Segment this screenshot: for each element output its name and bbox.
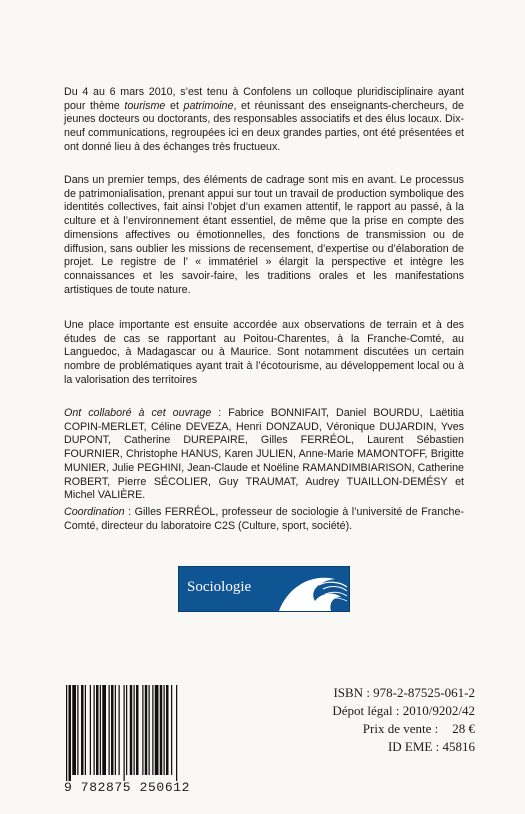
coordination-text: : Gilles FERRÉOL, professeur de sociologie à l’université de Franche-Comté, directeur du laboratoire C2S (Culture, sport, société). (64, 506, 464, 532)
contributors-label: Ont collaboré à cet ouvrage (64, 407, 212, 419)
coordination-label: Coordination (64, 506, 125, 518)
fieldwork-paragraph (64, 319, 464, 388)
series-logo-text: Sociologie (187, 579, 252, 595)
barcode-digits: 9 782875 250612 (64, 780, 191, 795)
contributors-list: : Fabrice BONNIFAIT, Daniel BOURDU, Laëtitia COPIN-MERLET, Céline DEVEZA, Henri DONZAUD, Véronique DUJARDIN, Yves DUPONT, Catherine DUREPAIRE, Gilles FERRÉOL, Laurent Sébastien FOURNIER, Christophe HANUS, Karen JULIEN, Anne-Marie MAMONTOFF, Brigitte MUNIER, Julie PEGHINI, Jean-Claude et Noëline RAMANDIMBIARISON, Catherine ROBERT, Pierre SÉCOLIER, Guy TRAUMAT, Audrey TUAILLON-DEMÉSY et Michel VALIÈRE. (64, 407, 464, 502)
coordination-paragraph (64, 506, 464, 533)
price-label: Prix de vente : (362, 721, 439, 736)
intro-text-start: Du 4 au 6 mars 2010, s’est tenu à Confolens un colloque pluridisciplinaire ayant pour thème (64, 86, 464, 112)
publication-info (285, 684, 475, 756)
barcode-bars (64, 685, 225, 781)
barcode (64, 685, 225, 801)
intro-paragraph (64, 86, 464, 155)
isbn: ISBN : 978-2-87525-061-2 (333, 685, 475, 700)
legal-deposit: Dépot légal : 2010/9202/42 (332, 703, 475, 718)
term-patrimoine: patrimoine (183, 99, 234, 112)
contributors-paragraph (64, 407, 464, 503)
intro-text-end: , et réunissant des enseignants-chercheurs, de jeunes docteurs ou doctorants, des responsables associatifs et des élus locaux. Dix-neuf communications, regroupées ici en deux grandes parties, ont été présentées et ont donné lieu à des échanges très fructueux. (64, 99, 464, 153)
term-tourisme: tourisme (124, 99, 166, 112)
series-logo (178, 566, 350, 612)
price-value: 28 € (452, 721, 475, 736)
price (285, 720, 475, 738)
fieldwork-text: Une place importante est ensuite accordée aux observations de terrain et à des études de cas se rapportant au Poitou-Charentes, à la Franche-Comté, au Languedoc, à Madagascar ou à Maurice. Sont notamment discutées un certain nombre de problématiques ayant trait à l’écotourisme, au développement local ou à la valorisation des territoires (64, 319, 464, 386)
framing-text: Dans un premier temps, des éléments de cadrage sont mis en avant. Le processus de patrimonialisation, prenant appui sur tout un travail de production symbolique des identités collectives, fait ainsi l’objet d’un examen attentif, le rapport au passé, à la culture et à l’environnement étant essentiel, de même que la prise en compte des dimensions affectives ou émotionnelles, des fonctions de transmission ou de diffusion, sans oublier les missions de recensement, d’expertise ou d’élaboration de projet. Le registre de l’ « immatériel » élargit la perspective et intègre les connaissances et les savoir-faire, les traditions orales et les manifestations artistiques de toute nature. (64, 174, 464, 296)
edition-id: ID EME : 45816 (387, 739, 475, 754)
wave-icon (269, 567, 349, 611)
framing-paragraph (64, 174, 464, 297)
intro-text-et: et (165, 99, 184, 112)
